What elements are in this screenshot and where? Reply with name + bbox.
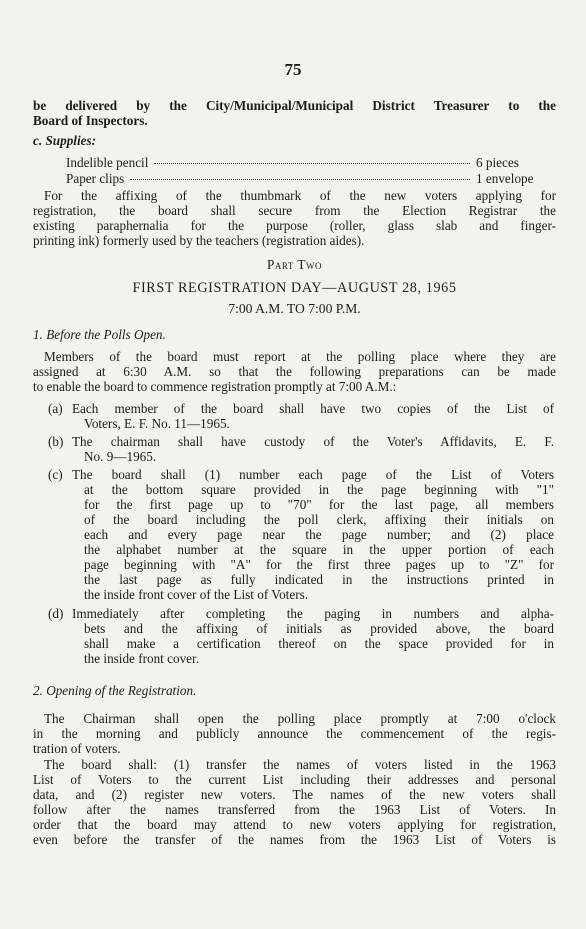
supply-name: Paper clips: [66, 171, 125, 186]
subsection-heading: 1. Before the Polls Open.: [33, 327, 166, 342]
item-line: the inside front cover of the List of Voters.: [84, 587, 309, 602]
supply-qty: 1 envelope: [476, 171, 534, 186]
item-marker: (c): [48, 467, 63, 482]
supplies-heading: c. Supplies:: [33, 133, 97, 148]
item-line: bets and the affixing of initials as provided above, the board: [84, 621, 554, 636]
item-line: Immediately after completing the paging in numbers and alpha-: [72, 606, 554, 621]
item-line: Voters, E. F. No. 11—1965.: [84, 416, 230, 431]
paragraph-line: List of Voters to the current List including their addresses and personal: [33, 772, 556, 787]
part-title: Part Two: [267, 257, 322, 272]
supply-row: [66, 155, 556, 170]
item-marker: (a): [48, 401, 63, 416]
section-title: FIRST REGISTRATION DAY—AUGUST 28, 1965: [132, 280, 457, 296]
item-line: the alphabet number at the square in the upper portion of each: [84, 542, 554, 557]
supply-qty: 6 pieces: [476, 155, 519, 170]
item-line: at the bottom square provided in the page beginning with "1": [84, 482, 554, 497]
intro-line-1: be delivered by the City/Municipal/Municipal District Treasurer to the: [33, 98, 556, 113]
paragraph-line: assigned at 6:30 A.M. so that the following preparations can be made: [33, 364, 556, 379]
item-line: No. 9—1965.: [84, 449, 157, 464]
leader-dots: [154, 163, 470, 164]
thumbmark-line: registration, the board shall secure from the Election Registrar the: [33, 203, 556, 218]
paragraph-line: The board shall: (1) transfer the names of voters listed in the 1963: [44, 757, 556, 772]
thumbmark-line: printing ink) formerly used by the teachers (registration aides).: [33, 233, 365, 248]
item-line: each and every page near the page number; and (2) place: [84, 527, 554, 542]
paragraph-line: data, and (2) register new voters. The names of the new voters shall: [33, 787, 556, 802]
intro-line-2: Board of Inspectors.: [33, 113, 148, 128]
item-marker: (b): [48, 434, 64, 449]
paragraph-line: The Chairman shall open the polling place promptly at 7:00 o'clock: [44, 711, 556, 726]
paragraph-line: in the morning and publicly announce the commencement of the regis-: [33, 726, 556, 741]
item-line: Each member of the board shall have two copies of the List of: [72, 401, 554, 416]
section-time: 7:00 A.M. TO 7:00 P.M.: [228, 301, 361, 316]
item-line: The chairman shall have custody of the Voter's Affidavits, E. F.: [72, 434, 554, 449]
leader-dots: [130, 179, 470, 180]
paragraph-line: order that the board may attend to new voters applying for registration,: [33, 817, 556, 832]
item-line: the last page as fully indicated in the instructions printed in: [84, 572, 554, 587]
supply-row: [66, 171, 556, 186]
subsection-heading: 2. Opening of the Registration.: [33, 683, 197, 698]
item-line: of the board including the poll clerk, affixing their initials on: [84, 512, 554, 527]
item-line: for the first page up to "70" for the last page, all members: [84, 497, 554, 512]
item-line: page beginning with "A" for the first three pages up to "Z" for: [84, 557, 554, 572]
item-line: the inside front cover.: [84, 651, 199, 666]
paragraph-line: Members of the board must report at the polling place where they are: [44, 349, 556, 364]
paragraph-line: follow after the names transferred from the 1963 List of Voters. In: [33, 802, 556, 817]
item-line: The board shall (1) number each page of the List of Voters: [72, 467, 554, 482]
paragraph-line: tration of voters.: [33, 741, 121, 756]
paragraph-line: to enable the board to commence registration promptly at 7:00 A.M.:: [33, 379, 397, 394]
supply-name: Indelible pencil: [66, 155, 149, 170]
paragraph-line: even before the transfer of the names from the 1963 List of Voters is: [33, 832, 556, 847]
thumbmark-line: For the affixing of the thumbmark of the new voters applying for: [44, 188, 556, 203]
item-marker: (d): [48, 606, 64, 621]
page-number: 75: [284, 60, 302, 79]
thumbmark-line: existing paraphernalia for the purpose (roller, glass slab and finger-: [33, 218, 556, 233]
item-line: shall make a certification thereof on the space provided for in: [84, 636, 554, 651]
